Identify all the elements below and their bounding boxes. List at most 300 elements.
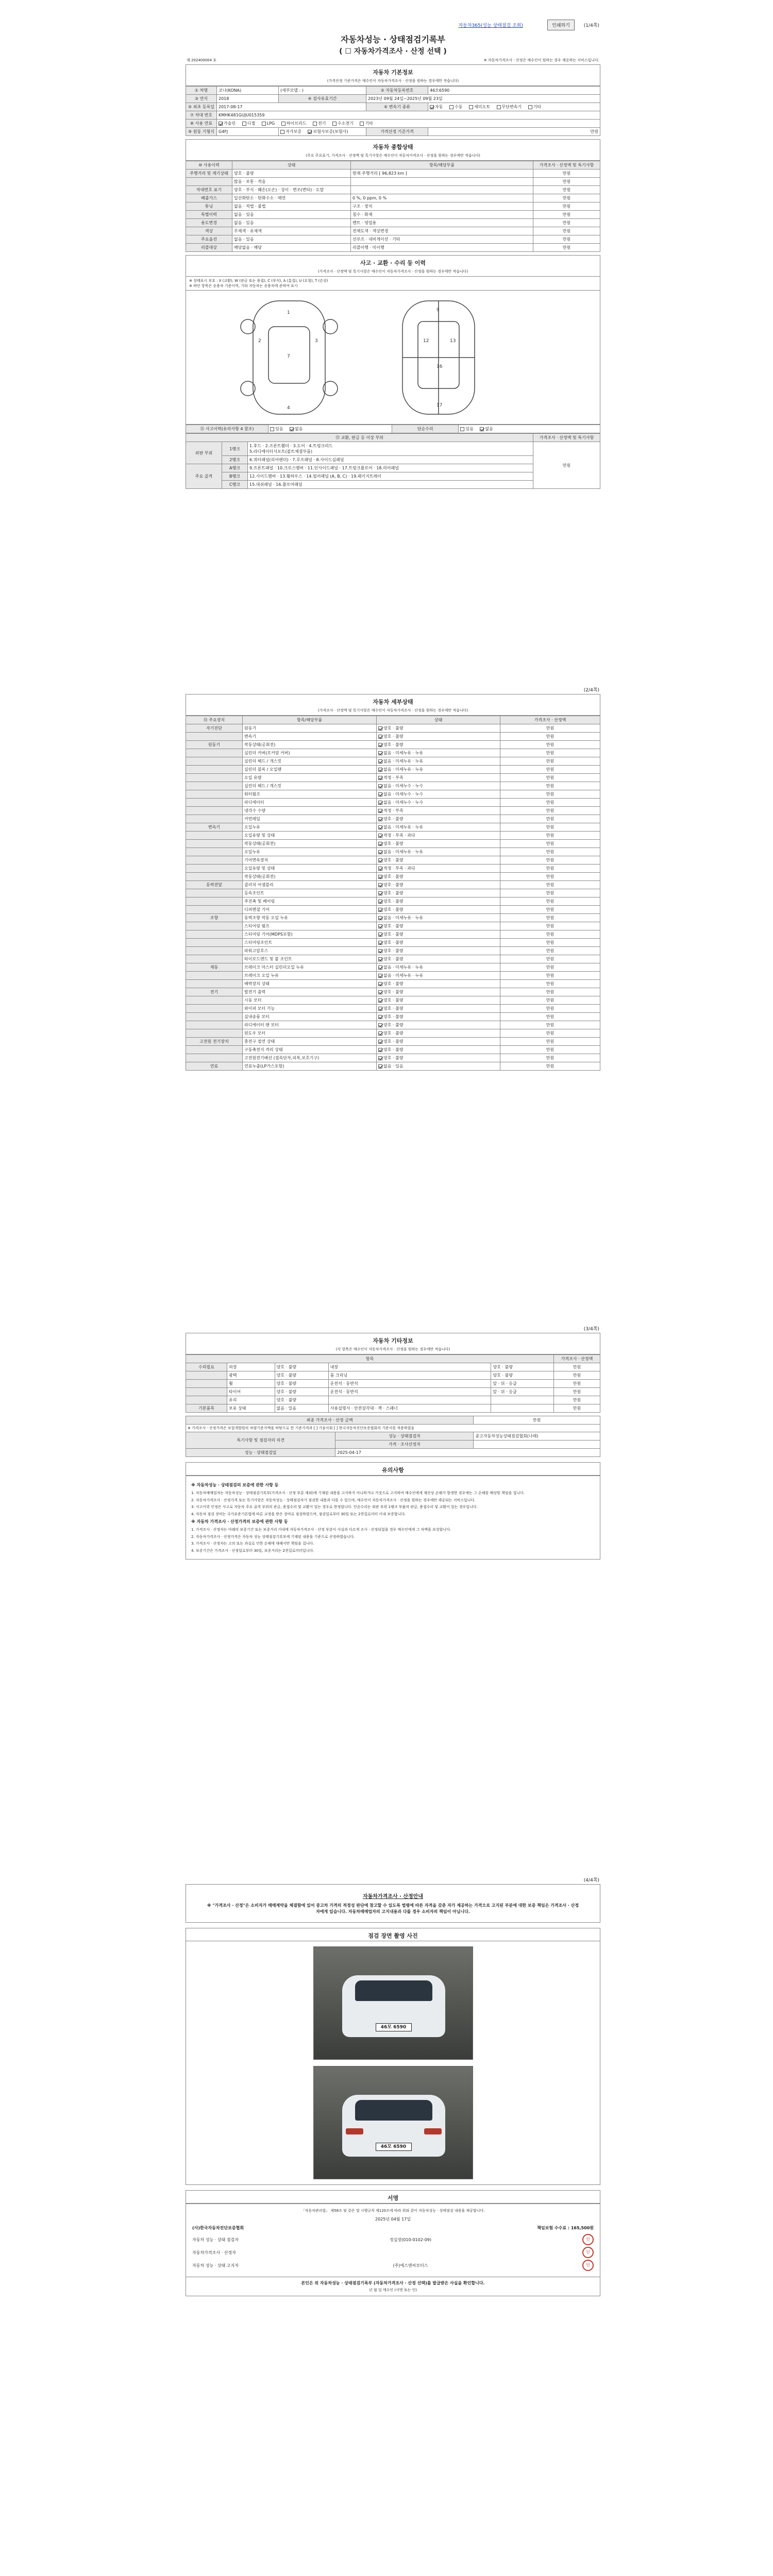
detail-row-group — [186, 889, 243, 897]
detail-row-state: 없음 · 미세누유 · 누유 — [383, 751, 424, 755]
checkbox-checked[interactable] — [378, 941, 382, 945]
warranty-options — [279, 128, 366, 136]
detail-row-price: 만원 — [500, 914, 600, 922]
detail-row — [186, 823, 600, 832]
detail-row — [186, 1005, 600, 1013]
detail-section-note: (가격조사 · 산정액 및 특기사항은 매수인이 자동차가격조사 · 산정을 원하는 경우에만 적습니다) — [186, 707, 600, 716]
detail-row-state-cell — [377, 733, 500, 741]
checkbox-checked[interactable] — [308, 130, 312, 134]
date-value: 2025-04-17 — [335, 1449, 600, 1457]
svg-text:9: 9 — [436, 308, 440, 313]
detail-row-state-cell — [377, 881, 500, 889]
detail-row-item: 발전기 출력 — [243, 988, 377, 996]
detail-row-group — [186, 1013, 243, 1021]
status-row — [186, 227, 600, 235]
detail-row-state: 없음 · 미세누유 · 누유 — [383, 825, 424, 829]
detail-col-price: 가격조사 · 산정액 — [500, 716, 600, 724]
detail-row-state-cell — [377, 930, 500, 939]
detail-row-item: 클러치 어셈블리 — [243, 881, 377, 889]
detail-row-item: 원동기 — [243, 724, 377, 733]
status-section-note: (주요 주요표기, 가격조사 · 산정액 및 특기사항은 매수인이 자동차가격조사 · 산정을 원하는 경우에만 적습니다) — [186, 152, 600, 161]
svg-text:17: 17 — [436, 403, 443, 408]
detail-row-item: 와이퍼 모터 기능 — [243, 1005, 377, 1013]
detail-row-item: 실린더 헤드 / 개스킷 — [243, 782, 377, 790]
svg-text:13: 13 — [450, 338, 456, 344]
detail-row — [186, 1013, 600, 1021]
detail-row — [186, 1029, 600, 1038]
exchange-price-col: 가격조사 · 산정액 및 특기사항 — [533, 434, 600, 442]
detail-row-state-cell — [377, 766, 500, 774]
detail-row-price: 만원 — [500, 897, 600, 906]
detail-row-state: 양호 · 불량 — [383, 883, 404, 887]
svg-text:2: 2 — [258, 338, 261, 344]
other-row-a-state: 양호 · 불량 — [275, 1380, 328, 1388]
checkbox-checked[interactable] — [290, 427, 294, 431]
detail-row-state-cell — [377, 1021, 500, 1029]
checkbox[interactable] — [270, 427, 274, 431]
other-row-group — [186, 1388, 227, 1396]
checkbox-checked[interactable] — [378, 998, 382, 1003]
status-row-price: 만원 — [533, 219, 600, 227]
sign-row-name: (주)에스앤씨모터스 — [393, 2263, 428, 2268]
photos-area — [186, 1941, 600, 2185]
detail-row — [186, 972, 600, 980]
trans-cvt: 무단변속기 — [501, 105, 522, 109]
other-row-b: 운전석 · 동반석 — [328, 1380, 491, 1388]
checkbox-checked[interactable] — [378, 1040, 382, 1044]
checkbox-checked[interactable] — [378, 726, 382, 731]
detail-row-group — [186, 897, 243, 906]
detail-row-state-cell — [377, 996, 500, 1005]
opinion-title: 최종 가격조사 · 산정 금액 — [186, 1416, 474, 1425]
checkbox-checked[interactable] — [378, 817, 382, 821]
svg-text:16: 16 — [436, 364, 443, 369]
checkbox[interactable] — [528, 105, 532, 109]
date-label: 성능 · 상태점검일 — [186, 1449, 335, 1457]
document-subtitle: ( ☐ 자동차가격조사 · 산정 선택 ) — [339, 47, 447, 56]
detail-row-price: 만원 — [500, 996, 600, 1005]
checkbox[interactable] — [242, 122, 246, 126]
seal-stamp-icon: 인 — [582, 2234, 594, 2245]
car-name-label: ① 차명 — [186, 87, 217, 95]
detail-row — [186, 741, 600, 749]
detail-row-state-cell — [377, 873, 500, 881]
status-row-detail: 렌트 · 영업용 — [351, 219, 533, 227]
col-price: 가격조사 · 산정액 및 특기사항 — [533, 161, 600, 170]
checkbox-checked[interactable] — [430, 105, 434, 109]
detail-row-item: 오일유량 및 상태 — [243, 865, 377, 873]
detail-row-group — [186, 980, 243, 988]
detail-row-group — [186, 848, 243, 856]
detail-row-state: 양호 · 불량 — [383, 957, 404, 961]
detail-row — [186, 980, 600, 988]
detail-row-group — [186, 922, 243, 930]
checkbox-checked[interactable] — [378, 1007, 382, 1011]
checkbox-checked[interactable] — [378, 908, 382, 912]
detail-row — [186, 889, 600, 897]
detail-row — [186, 782, 600, 790]
checkbox-checked[interactable] — [378, 834, 382, 838]
rank-1: 1랭크 — [222, 442, 248, 456]
checkbox[interactable] — [332, 122, 337, 126]
other-section-title: 자동차 기타정보 — [186, 1333, 600, 1346]
other-row-group — [186, 1380, 227, 1388]
detail-row-state: 적정 · 부족 — [383, 775, 404, 780]
detail-row-item: 기어변속장치 — [243, 856, 377, 865]
status-row-price: 만원 — [533, 170, 600, 178]
detail-row-item: 오일누유 — [243, 823, 377, 832]
status-row — [186, 211, 600, 219]
status-row — [186, 202, 600, 211]
detail-row-price: 만원 — [500, 757, 600, 766]
car-damage-diagram — [186, 291, 600, 425]
checkbox-checked[interactable] — [378, 759, 382, 764]
other-row-a-state: 양호 · 불량 — [275, 1388, 328, 1396]
checkbox[interactable] — [313, 122, 317, 126]
detail-row — [186, 774, 600, 782]
detail-row — [186, 815, 600, 823]
detail-row-state-cell — [377, 955, 500, 963]
checkbox-checked[interactable] — [378, 867, 382, 871]
checkbox-checked[interactable] — [378, 933, 382, 937]
doc-note: ※ 자동차가격조사 · 산정은 매수인이 원하는 경우 제공하는 서비스입니다. — [483, 58, 599, 62]
detail-row-group — [186, 930, 243, 939]
checkbox-checked[interactable] — [480, 427, 484, 431]
svg-text:4: 4 — [287, 405, 290, 411]
detail-row-price: 만원 — [500, 963, 600, 972]
detail-row-state-cell — [377, 840, 500, 848]
checkbox-checked[interactable] — [378, 858, 382, 862]
checkbox-checked[interactable] — [378, 850, 382, 854]
checkbox-checked[interactable] — [378, 1023, 382, 1027]
detail-row-state: 양호 · 불량 — [383, 981, 404, 986]
other-row-a-state: 양호 · 불량 — [275, 1363, 328, 1371]
detail-row-price: 만원 — [500, 782, 600, 790]
detail-row — [186, 897, 600, 906]
car-outline-diagram — [186, 291, 600, 423]
checkbox[interactable] — [262, 122, 266, 126]
detail-row-item: 라디에이터 팬 모터 — [243, 1021, 377, 1029]
detail-row-item: 워터펌프 — [243, 790, 377, 799]
plate-front: 46모 6590 — [376, 2023, 412, 2031]
page-3 — [186, 1324, 600, 1560]
other-row-a: 휠 — [227, 1380, 275, 1388]
status-row-detail: 0 %, 0 ppm, 0 % — [351, 194, 533, 202]
sign-title: 서명 — [186, 2190, 600, 2204]
detail-row-state: 양호 · 불량 — [383, 899, 404, 904]
detail-row-group: 변속기 — [186, 823, 243, 832]
detail-row-state-cell — [377, 889, 500, 897]
detail-row — [186, 757, 600, 766]
page4-number: (4/4쪽) — [583, 1878, 599, 1883]
detail-row-price: 만원 — [500, 832, 600, 840]
detail-row-state: 양호 · 불량 — [383, 734, 404, 739]
exchange-table — [186, 433, 600, 489]
detail-row — [186, 955, 600, 963]
status-row-state: 없음 · 있음 — [232, 235, 351, 244]
detail-row-group — [186, 939, 243, 947]
detail-row-group: 원동기 — [186, 741, 243, 749]
detail-row — [186, 832, 600, 840]
checkbox-checked[interactable] — [378, 1056, 382, 1060]
fuel-options — [217, 120, 600, 128]
detail-row — [186, 749, 600, 757]
checkbox-checked[interactable] — [378, 883, 382, 887]
detail-row-price: 만원 — [500, 1005, 600, 1013]
detail-row-price: 만원 — [500, 1038, 600, 1046]
detail-row-group — [186, 782, 243, 790]
checkbox[interactable] — [360, 122, 364, 126]
detail-row-state: 적정 · 부족 · 과다 — [383, 833, 415, 838]
checkbox-checked[interactable] — [378, 957, 382, 961]
detail-row-state-cell — [377, 799, 500, 807]
detail-row-item: 실내송풍 모터 — [243, 1013, 377, 1021]
detail-row-group — [186, 873, 243, 881]
detail-row-state: 없음 · 미세누수 · 누수 — [383, 784, 424, 788]
accident-section-title: 사고 · 교환 · 수리 등 이력 — [186, 255, 600, 268]
other-row-b-state: 양호 · 불량 — [491, 1371, 554, 1380]
detail-row — [186, 1021, 600, 1029]
other-row — [186, 1380, 600, 1388]
status-row-price: 만원 — [533, 194, 600, 202]
detail-row-price: 만원 — [500, 906, 600, 914]
other-row-b-state: 앞 · 뒤 · 응급 — [491, 1380, 554, 1388]
detail-row — [186, 790, 600, 799]
checkbox-checked[interactable] — [378, 768, 382, 772]
detail-row-state-cell — [377, 807, 500, 815]
detail-row-price: 만원 — [500, 922, 600, 930]
svg-text:1: 1 — [287, 310, 290, 315]
sign-date: 2025년 04월 17일 — [375, 2217, 411, 2222]
car365-link[interactable]: 자동차365(성능 상태점검 조회) — [458, 23, 523, 28]
detail-row — [186, 930, 600, 939]
notes-box — [186, 1476, 600, 1560]
detail-row — [186, 1046, 600, 1054]
sign-row — [192, 2260, 594, 2271]
status-rows — [186, 170, 600, 252]
status-row-label: 특별이력 — [186, 211, 232, 219]
checkbox-checked[interactable] — [378, 974, 382, 978]
detail-row-state-cell — [377, 1038, 500, 1046]
rank1b-items: 5.라디에이터서포트(볼트체결부품) — [249, 449, 313, 454]
document-title: 자동차성능 · 상태점검기록부 — [341, 35, 445, 44]
status-row — [186, 194, 600, 202]
rank-2: 2랭크 — [222, 456, 248, 464]
checkbox-checked[interactable] — [378, 1064, 382, 1069]
other-row-price: 만원 — [554, 1396, 600, 1404]
detail-row-group — [186, 1054, 243, 1062]
detail-row-price: 만원 — [500, 823, 600, 832]
detail-row-group — [186, 815, 243, 823]
detail-row — [186, 947, 600, 955]
detail-row — [186, 922, 600, 930]
detail-row-state-cell — [377, 947, 500, 955]
detail-row-state: 양호 · 불량 — [383, 817, 404, 821]
sign-fee: 책임보험 수수료 : 165,500원 — [537, 2226, 594, 2230]
checkbox[interactable] — [469, 105, 473, 109]
detail-row-state-cell — [377, 1029, 500, 1038]
checkbox-checked[interactable] — [378, 891, 382, 895]
checkbox[interactable] — [460, 427, 464, 431]
checkbox-checked[interactable] — [378, 825, 382, 829]
status-row — [186, 235, 600, 244]
checkbox-checked[interactable] — [378, 792, 382, 796]
detail-row-price: 만원 — [500, 1062, 600, 1071]
status-row-detail: 전체도색 · 색상변경 — [351, 227, 533, 235]
history-yes: 있음 — [275, 427, 283, 431]
status-row-state: 없음 · 있음 — [232, 219, 351, 227]
engine-label: ⑨ 원동 기형식 — [186, 128, 217, 136]
page-4 — [186, 1875, 600, 2296]
detail-row-item: 등속조인트 — [243, 889, 377, 897]
status-row — [186, 170, 600, 178]
status-row — [186, 244, 600, 252]
detail-table — [186, 716, 600, 1071]
history-label: ⑪ 사고이력(유의사항 4 참조) — [186, 425, 268, 433]
detail-row — [186, 766, 600, 774]
checkbox-checked[interactable] — [378, 735, 382, 739]
checkbox-checked[interactable] — [378, 784, 382, 788]
checkbox-checked[interactable] — [378, 916, 382, 920]
detail-row-state: 양호 · 불량 — [383, 891, 404, 895]
other-row-a: 타이어 — [227, 1388, 275, 1396]
checkbox-checked[interactable] — [378, 801, 382, 805]
checkbox-checked[interactable] — [378, 743, 382, 747]
detail-row-item: 커먼레일 — [243, 815, 377, 823]
detail-row-state: 양호 · 불량 — [383, 948, 404, 953]
detail-row-item: 연료누출(LP가스포함) — [243, 1062, 377, 1071]
detail-row-state-cell — [377, 856, 500, 865]
other-row-group: 수리필요 — [186, 1363, 227, 1371]
sign-rows — [192, 2234, 594, 2271]
detail-row-price: 만원 — [500, 840, 600, 848]
detail-row-price: 만원 — [500, 1046, 600, 1054]
detail-row-group: 고전원 전기장치 — [186, 1038, 243, 1046]
checkbox-checked[interactable] — [378, 1031, 382, 1036]
detail-row — [186, 873, 600, 881]
detail-row-item: 라디에이터 — [243, 799, 377, 807]
detail-row-group — [186, 807, 243, 815]
status-row-label: 리콜대상 — [186, 244, 232, 252]
detail-row-state: 양호 · 불량 — [383, 858, 404, 862]
detail-row-state: 양호 · 불량 — [383, 726, 404, 731]
car-windshield — [355, 1980, 432, 2001]
detail-row-state: 양호 · 불량 — [383, 924, 404, 928]
status-row-price: 만원 — [533, 202, 600, 211]
detail-rows — [186, 724, 600, 1071]
detail-row-price: 만원 — [500, 1054, 600, 1062]
top-link-bar — [186, 20, 600, 30]
checkbox-checked[interactable] — [378, 776, 382, 780]
checkbox-checked[interactable] — [378, 990, 382, 994]
detail-row-item: 실린더 헤드 / 개스킷 — [243, 757, 377, 766]
checkbox-checked[interactable] — [378, 900, 382, 904]
detail-row-item: 배력장치 상태 — [243, 980, 377, 988]
detail-row-state: 없음 · 미세누유 · 누유 — [383, 916, 424, 920]
detail-row-group — [186, 733, 243, 741]
detail-row-group — [186, 1046, 243, 1054]
checkbox-checked[interactable] — [378, 965, 382, 970]
detail-row-state-cell — [377, 865, 500, 873]
detail-row — [186, 1038, 600, 1046]
detail-row-price: 만원 — [500, 955, 600, 963]
status-row-state: 많음 · 보통 · 적음 — [232, 178, 351, 186]
detail-row — [186, 906, 600, 914]
checkbox-checked[interactable] — [378, 924, 382, 928]
detail-row-item: 브레이크 마스터 실린더오일 누유 — [243, 963, 377, 972]
detail-row-group: 조향 — [186, 914, 243, 922]
checkbox[interactable] — [497, 105, 501, 109]
checkbox-checked[interactable] — [378, 809, 382, 813]
sign-row-label: 자동차 성능 · 상태 고지자 — [192, 2263, 239, 2268]
detail-row-item: 추진축 및 베어링 — [243, 897, 377, 906]
other-row-b-state: 앞 · 뒤 · 응급 — [491, 1388, 554, 1396]
detail-row — [186, 856, 600, 865]
trans-semi: 세미오토 — [474, 105, 490, 109]
checkbox-checked[interactable] — [378, 875, 382, 879]
detail-row-item: 스티어링 펌프 — [243, 922, 377, 930]
status-row-price: 만원 — [533, 227, 600, 235]
detail-row-state-cell — [377, 757, 500, 766]
detail-row-item: 냉각수 수량 — [243, 807, 377, 815]
perf-note-item: 3. 사고이력 인정은 사고로 자동차 주요 골격 부위의 판금, 용접수리 및 교환이 있는 경우로 한정합니다. 단순수리는 외판 부위 1랭크 부품의 판금, 용접수리 및 교환이 있는 경우입니다. — [191, 1505, 478, 1509]
detail-row-item: 충전구 절연 상태 — [243, 1038, 377, 1046]
detail-row-group — [186, 972, 243, 980]
detail-row-state: 적정 · 부족 · 과다 — [383, 866, 415, 871]
outer-label: 외판 부위 — [186, 442, 222, 464]
checkbox-checked[interactable] — [219, 122, 223, 126]
page-2 — [186, 685, 600, 1071]
detail-row-item: 오일누유 — [243, 848, 377, 856]
other-row-a: 유리 — [227, 1396, 275, 1404]
detail-row-price: 만원 — [500, 807, 600, 815]
price-note-item: 4. 보증기간은 가격조사 · 산정일로부터 30일, 보증거리는 2천킬로미터입니다. — [191, 1548, 314, 1553]
checkbox-checked[interactable] — [378, 949, 382, 953]
sign-box — [186, 2204, 600, 2277]
svg-text:3: 3 — [315, 338, 318, 344]
checkbox-checked[interactable] — [378, 751, 382, 755]
print-button[interactable]: 인쇄하기 — [547, 20, 575, 30]
detail-row — [186, 939, 600, 947]
detail-row — [186, 865, 600, 873]
vin-label: ⑦ 차대 번호 — [186, 111, 217, 120]
checkbox-checked[interactable] — [378, 1015, 382, 1019]
other-row — [186, 1363, 600, 1371]
checkbox[interactable] — [280, 130, 284, 134]
other-row-b — [328, 1396, 491, 1404]
checkbox[interactable] — [449, 105, 453, 109]
checkbox-checked[interactable] — [378, 842, 382, 846]
other-row-b-state — [491, 1404, 554, 1413]
opinion-unit: 만원 — [474, 1416, 600, 1425]
other-row-price: 만원 — [554, 1371, 600, 1380]
detail-row-state: 없음 · 미세누수 · 누수 — [383, 800, 424, 805]
status-table — [186, 161, 600, 252]
detail-row-group — [186, 1005, 243, 1013]
checkbox-checked[interactable] — [378, 982, 382, 986]
other-col-price: 가격조사 · 산정액 — [554, 1355, 600, 1363]
checkbox-checked[interactable] — [378, 1048, 382, 1052]
perf-value: 중고자동차성능상태점검협회(나래) — [474, 1432, 600, 1440]
svg-text:7: 7 — [287, 354, 290, 359]
status-row-label — [186, 178, 232, 186]
accident-legend-2: ※ 하단 항목은 승용차 기준이며, 기타 자동차는 승용차에 준하여 표시 — [189, 284, 298, 288]
detail-row-state-cell — [377, 741, 500, 749]
status-row-state: 해당없음 · 해당 — [232, 244, 351, 252]
checkbox[interactable] — [281, 122, 285, 126]
valid-value: 2023년 09월 24일~2025년 09월 23일 — [366, 95, 600, 103]
fuel-hydrogen: 수소전기 — [337, 121, 354, 126]
